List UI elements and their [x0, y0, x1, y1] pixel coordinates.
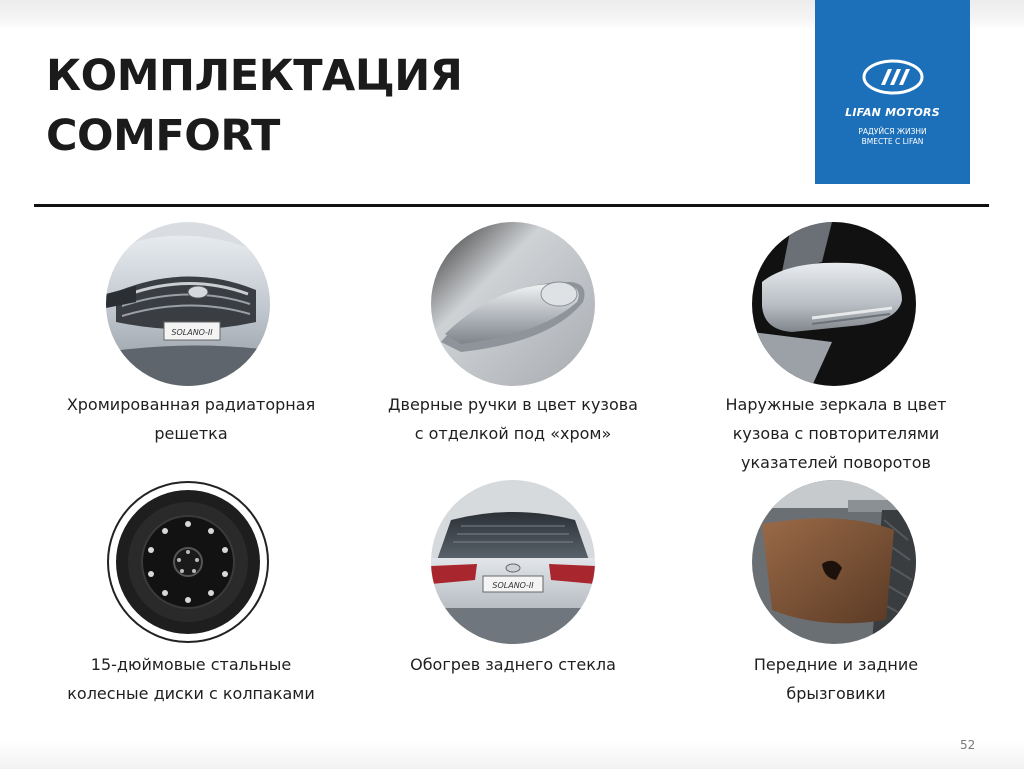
feature-3-line-3: указателей поворотов: [741, 453, 931, 472]
feature-4-line-2: колесные диски с колпаками: [67, 684, 315, 703]
feature-caption-1: [31, 390, 351, 448]
svg-text:SOLANO-II: SOLANO-II: [492, 581, 534, 590]
svg-text:SOLANO-II: SOLANO-II: [171, 328, 213, 337]
title-line-1: КОМПЛЕКТАЦИЯ: [46, 51, 463, 101]
feature-1-line-2: решетка: [154, 424, 228, 443]
mud-flap-photo-icon: [752, 480, 916, 644]
feature-5-line-1: Обогрев заднего стекла: [410, 655, 616, 674]
logo-slogan: [858, 127, 926, 147]
radiator-grille-photo-icon: [106, 222, 270, 386]
title-line-2: COMFORT: [46, 111, 280, 161]
brand-logo: [815, 0, 970, 184]
feature-2-line-1: Дверные ручки в цвет кузова: [388, 395, 638, 414]
feature-6-line-2: брызговики: [786, 684, 886, 703]
feature-2-line-2: с отделкой под «хром»: [414, 424, 612, 443]
feature-1-line-1: Хромированная радиаторная: [66, 395, 316, 414]
title-divider: [34, 204, 989, 207]
door-handle-photo-icon: [431, 222, 595, 386]
logo-slogan-line-1: РАДУЙСЯ ЖИЗНИ: [858, 127, 927, 136]
steel-wheel-photo-icon: [106, 480, 270, 644]
lifan-emblem-icon: [861, 58, 925, 96]
feature-caption-4: [31, 650, 351, 708]
feature-caption-5: [353, 650, 673, 679]
feature-4-line-1: 15-дюймовые стальные: [90, 655, 292, 674]
page-number: 52: [960, 738, 976, 752]
feature-6-line-1: Передние и задние: [753, 655, 919, 674]
feature-3-line-1: Наружные зеркала в цвет: [725, 395, 947, 414]
feature-caption-2: [353, 390, 673, 448]
side-mirror-photo-icon: [752, 222, 916, 386]
page-title: [46, 46, 462, 166]
feature-caption-3: [676, 390, 996, 477]
feature-caption-6: [676, 650, 996, 708]
rear-window-photo-icon: [431, 480, 595, 644]
logo-slogan-line-2: ВМЕСТЕ С LIFAN: [861, 137, 924, 146]
feature-3-line-2: кузова с повторителями: [732, 424, 940, 443]
logo-brand-text: LIFAN MOTORS: [845, 106, 940, 119]
